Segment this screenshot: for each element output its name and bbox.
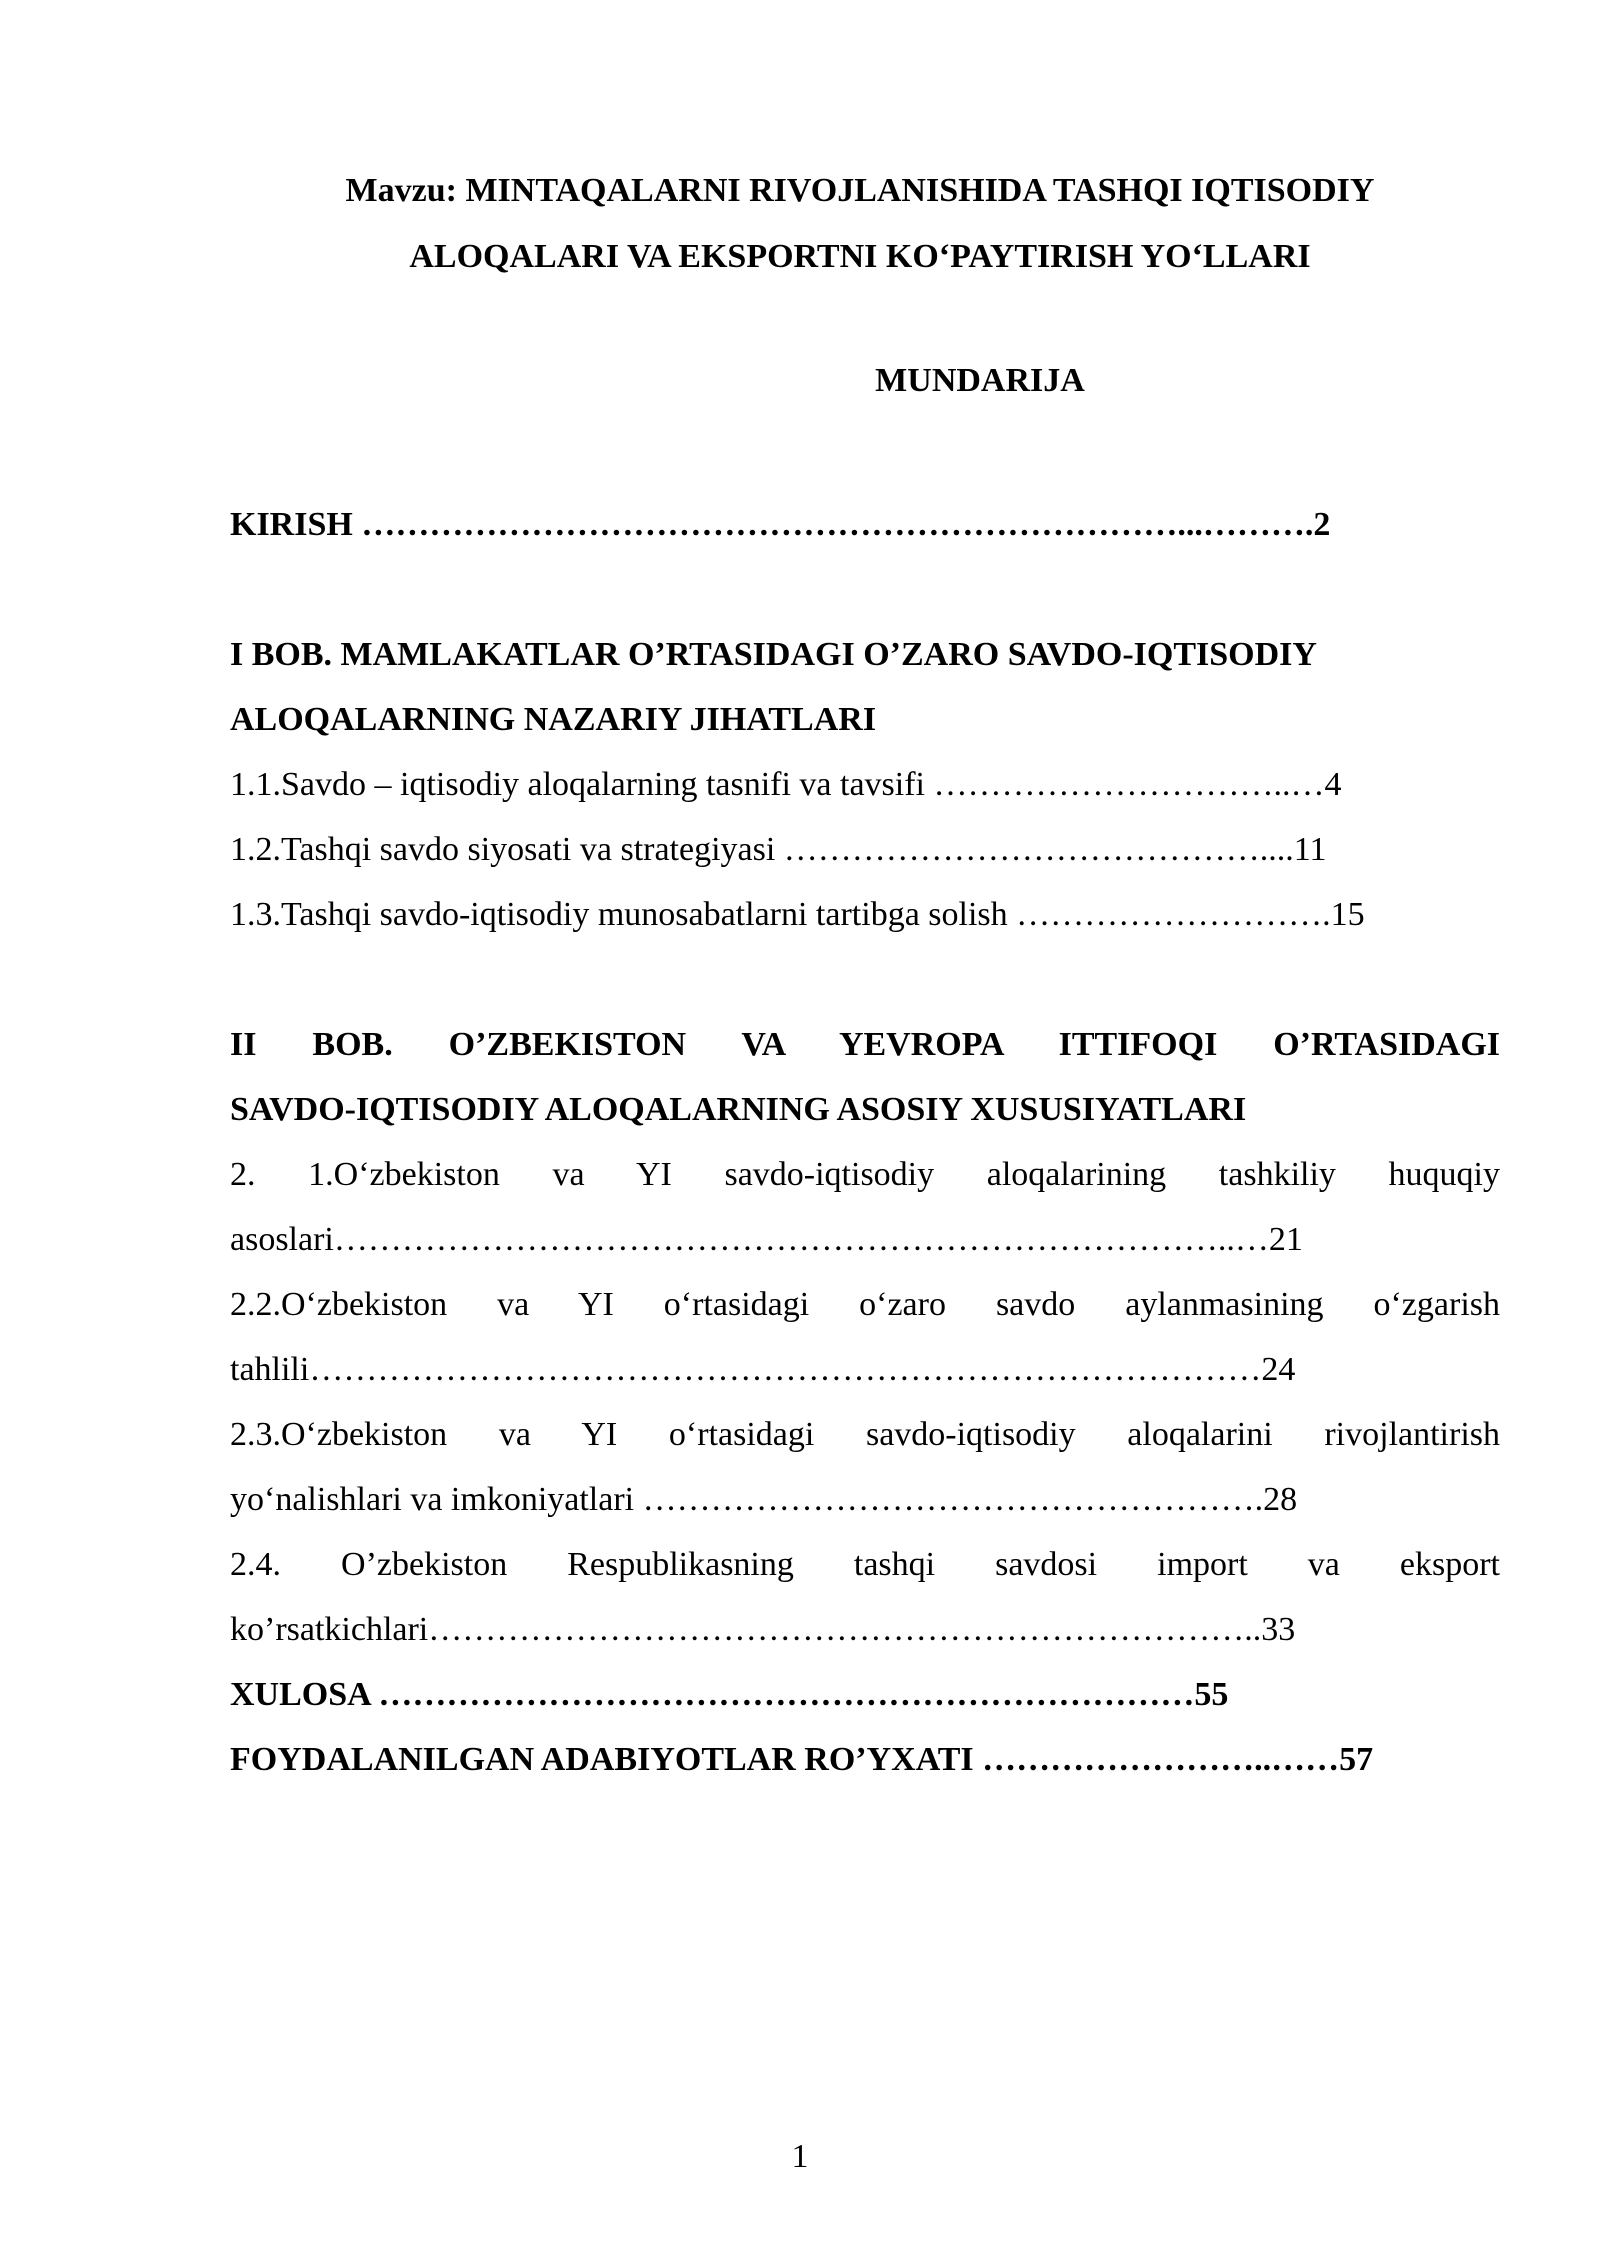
toc-entry-2-4-line-1: 2.4. O’zbekiston Respublikasning tashqi savdosi import va eksport: [230, 1546, 1500, 1583]
toc-chapter-1-line-1: I BOB. MAMLAKATLAR O’RTASIDAGI O’ZARO SAVDO-IQTISODIY: [230, 636, 1317, 673]
toc-entry-2-1-line-1: 2. 1.O‘zbekiston va YI savdo-iqtisodiy aloqalarining tashkiliy huquqiy: [230, 1156, 1500, 1193]
title-line-1: Mavzu: MINTAQALARNI RIVOJLANISHIDA TASHQI IQTISODIY: [345, 172, 1375, 209]
toc-entry-xulosa: XULOSA ………………………………………………………………55: [230, 1676, 1229, 1713]
toc-entry-1-3: 1.3.Tashqi savdo-iqtisodiy munosabatlarni tartibga solish ……………………….15: [230, 896, 1365, 933]
toc-entry-2-1-line-2: asoslari……………………………………………………………………..…21: [230, 1221, 1303, 1258]
toc-entry-adabiyotlar: FOYDALANILGAN ADABIYOTLAR RO’YXATI ……………………..……57: [230, 1741, 1374, 1778]
toc-heading: MUNDARIJA: [875, 362, 1085, 399]
page-number: 1: [791, 2138, 809, 2175]
toc-chapter-2-line-2: SAVDO-IQTISODIY ALOQALARNING ASOSIY XUSUSIYATLARI: [230, 1091, 1247, 1128]
toc-entry-1-1: 1.1.Savdo – iqtisodiy aloqalarning tasnifi va tavsifi …………………………..…4: [230, 766, 1342, 803]
toc-entry-2-2-line-1: 2.2.O‘zbekiston va YI o‘rtasidagi o‘zaro savdo aylanmasining o‘zgarish: [230, 1286, 1500, 1323]
toc-entry-2-4-line-2: ko’rsatkichlari………………………………………………………………..33: [230, 1611, 1296, 1648]
toc-chapter-2-line-1: II BOB. O’ZBEKISTON VA YEVROPA ITTIFOQI O’RTASIDAGI: [230, 1026, 1500, 1063]
document-title: [200, 158, 1520, 290]
toc-entry-kirish: KIRISH ………………………………………………………………...……….2: [230, 506, 1331, 543]
toc-chapter-1-line-2: ALOQALARNING NAZARIY JIHATLARI: [230, 701, 877, 738]
toc-entry-2-3-line-1: 2.3.O‘zbekiston va YI o‘rtasidagi savdo-iqtisodiy aloqalarini rivojlantirish: [230, 1416, 1500, 1453]
toc-entry-1-2: 1.2.Tashqi savdo siyosati va strategiyasi ……………………………………....11: [230, 831, 1327, 868]
toc-entry-2-2-line-2: tahlili…………………………………………………………………………24: [230, 1351, 1296, 1388]
title-line-2: ALOQALARI VA EKSPORTNI KO‘PAYTIRISH YO‘LLARI: [409, 238, 1311, 275]
toc-entry-2-3-line-2: yo‘nalishlari va imkoniyatlari ……………………………………………….28: [230, 1481, 1298, 1518]
